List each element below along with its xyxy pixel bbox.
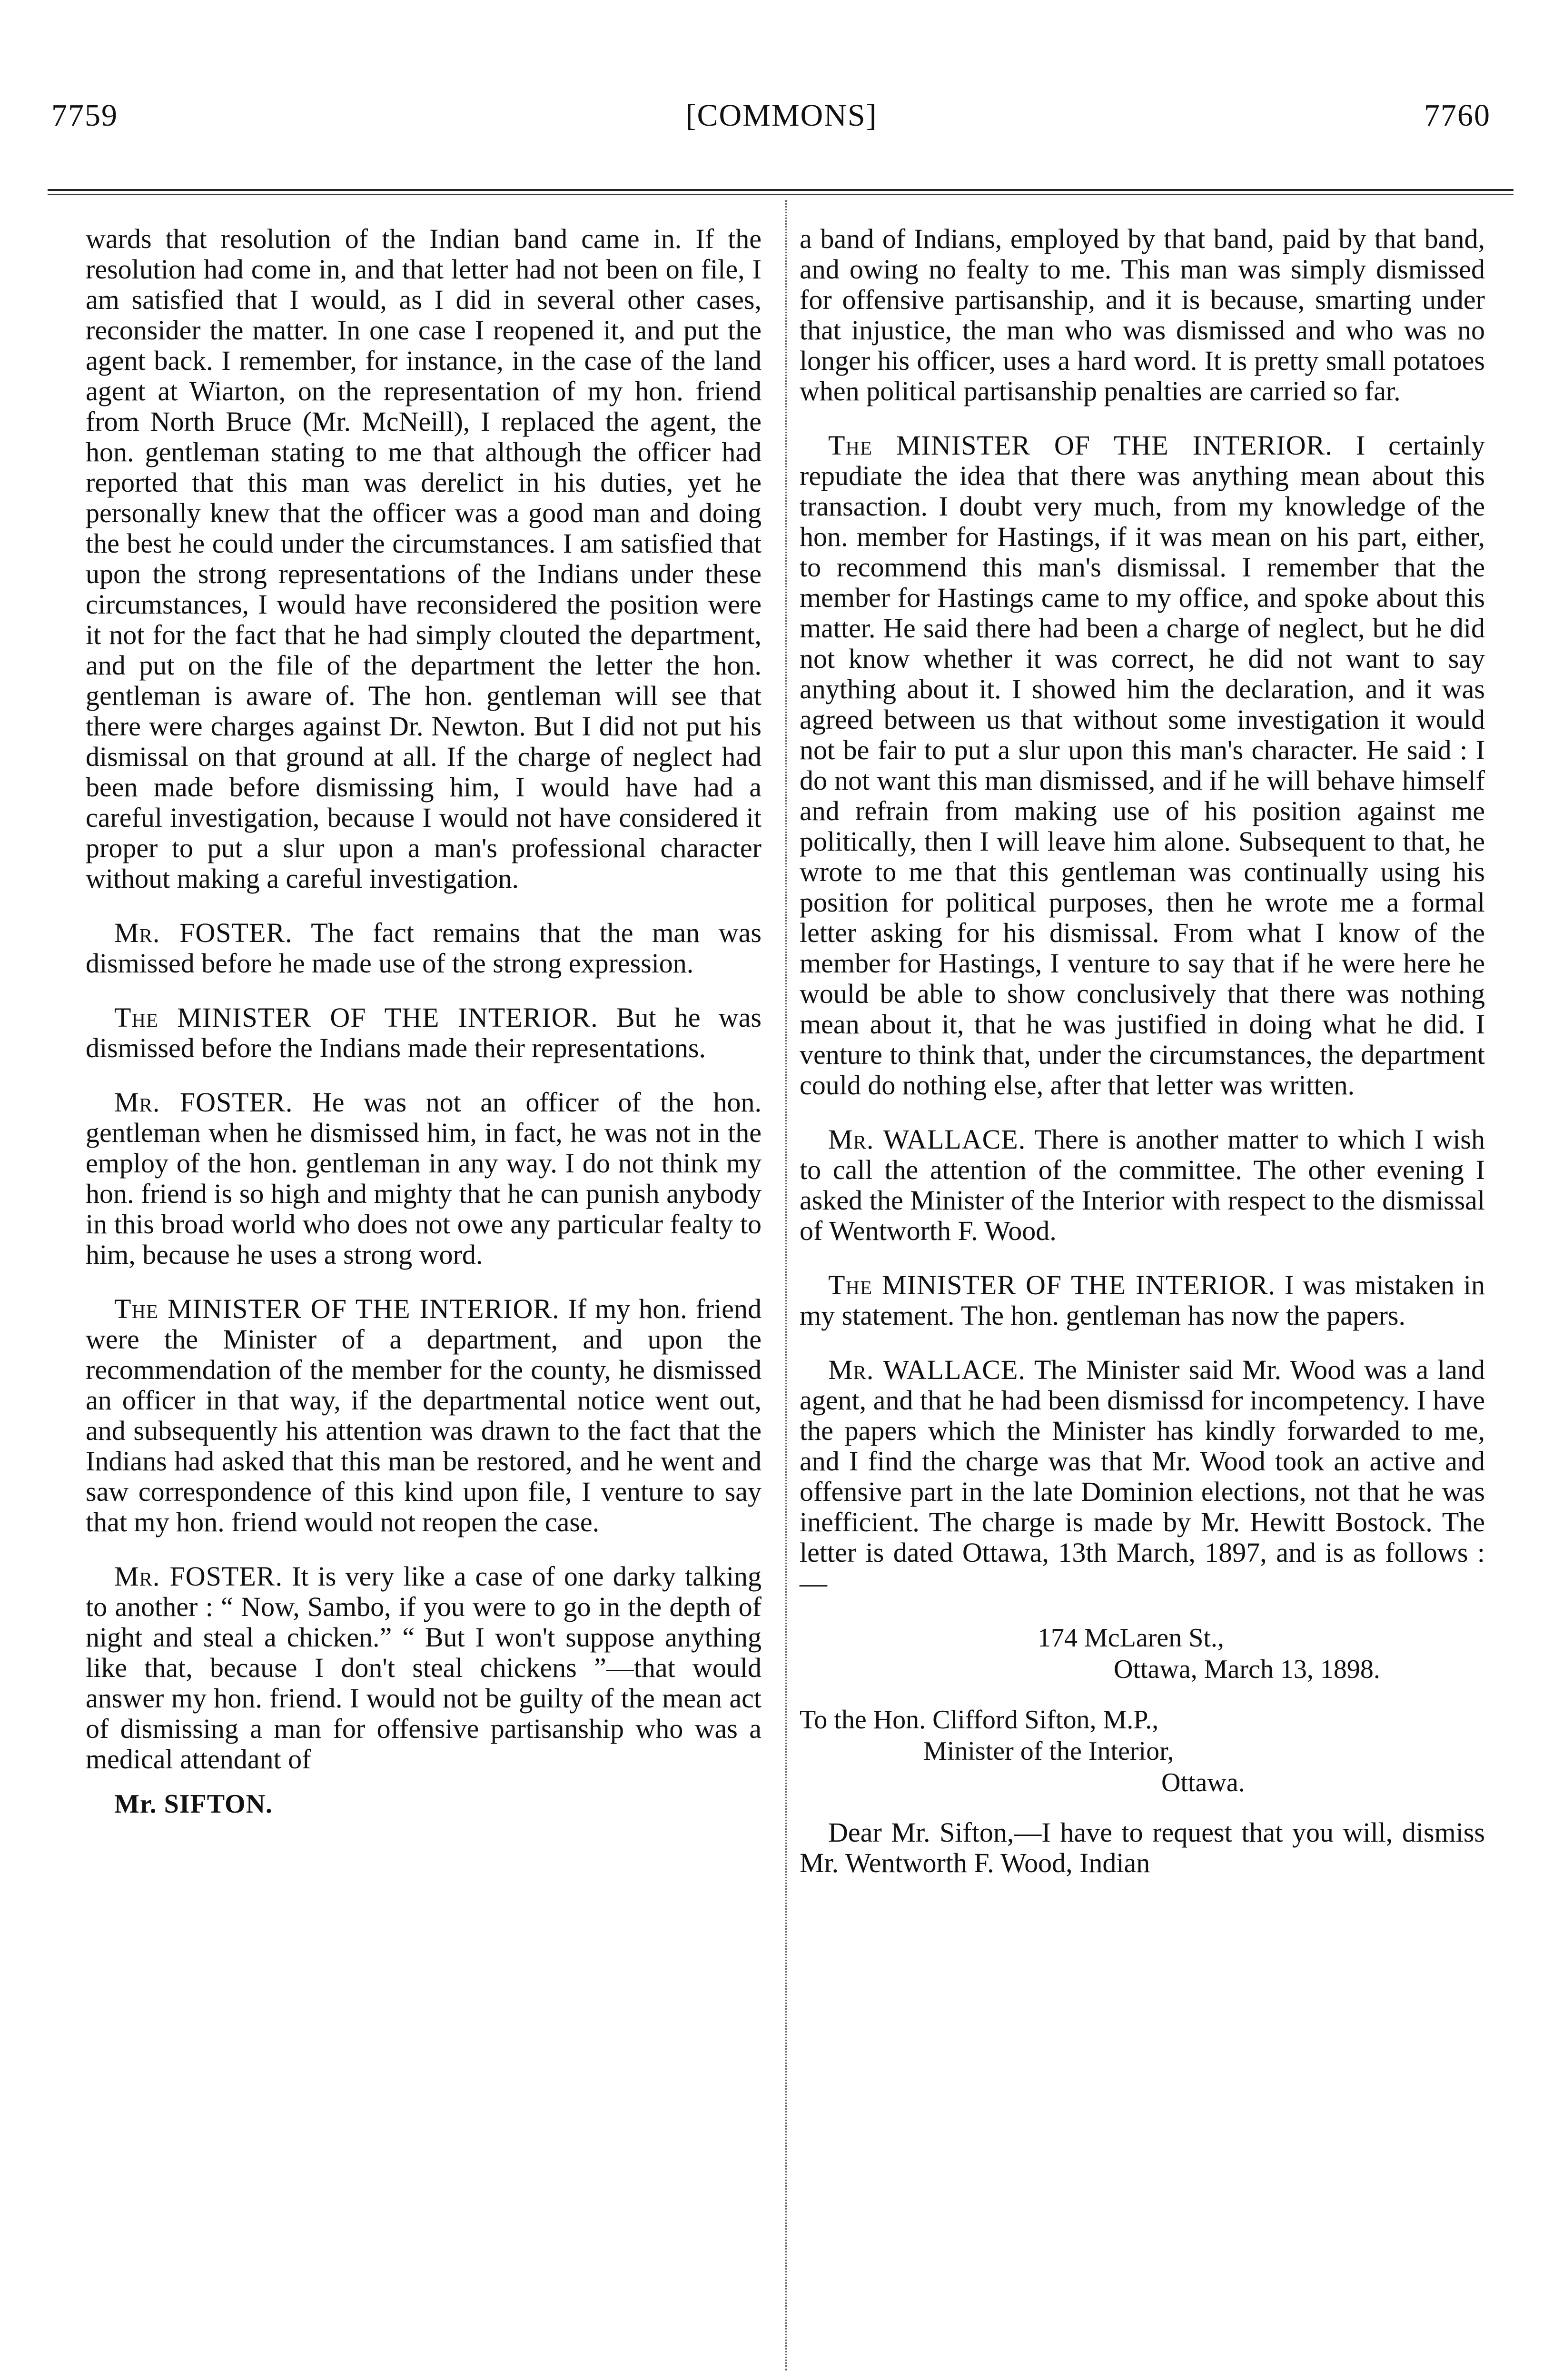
paragraph-text: There is another matter to which I wish to call the attention of the committee. The other evening I asked the Minister of the Interior with respect to the dismissal of Wentworth F. Wood. — [800, 1124, 1485, 1246]
letter-recipient-line: Ottawa. — [1161, 1768, 1245, 1797]
speaker-name: Mr. FOSTER. — [114, 1087, 293, 1118]
paragraph-text: If my hon. friend were the Minister of a department, and upon the recommendation of the member for the county, he dismissed an officer in that way, if the departmental notice went out, and subsequently his attention was drawn to the fact that the Indians had asked that this man be restored, and he went and saw correspondence of this kind upon file, I venture to say that my hon. friend would not reopen the case. — [86, 1293, 762, 1537]
paragraph — [800, 1355, 1485, 1598]
letter-text: Dear Mr. Sifton,—I have to request that you will, dismiss Mr. Wentworth F. Wood, Indian — [800, 1817, 1485, 1878]
paragraph-text: The Minister said Mr. Wood was a land agent, and that he had been dismissd for incompetency. I have the papers which the Minister has kindly forwarded to me, and I find the charge was that Mr. Wood took an active and offensive part in the late Dominion elections, not that he was inefficient. The charge is made by Mr. Hewitt Bostock. The letter is dated Ottawa, 13th March, 1897, and is as follows :— — [800, 1354, 1485, 1598]
paragraph — [86, 1561, 762, 1775]
paragraph-text: But he was dismissed before the Indians made their representations. — [86, 1002, 762, 1063]
letter-date-line: Ottawa, March 13, 1898. — [1114, 1655, 1380, 1684]
letter-address-block — [800, 1622, 1485, 1685]
paragraph-text: I was mistaken in my statement. The hon. gentleman has now the papers. — [800, 1269, 1485, 1331]
header-rule — [48, 189, 1514, 191]
speaker-name: Mr. WALLACE. — [828, 1354, 1026, 1385]
speaker-name: Mr. FOSTER. — [114, 917, 293, 948]
letter-salutation — [800, 1817, 1485, 1878]
page-title: [COMMONS] — [685, 98, 878, 133]
letter-recipient-line: To the Hon. Clifford Sifton, M.P., — [800, 1705, 1159, 1735]
header-rule-thin — [48, 194, 1514, 195]
footer-speaker: Mr. SIFTON. — [114, 1789, 273, 1819]
speaker-name: Mr. WALLACE. — [828, 1124, 1026, 1155]
page-number-right: 7760 — [1424, 98, 1491, 133]
speaker-name: Mr. FOSTER. — [114, 1561, 283, 1592]
speaker-name: The MINISTER OF THE INTERIOR. — [828, 1269, 1276, 1300]
page-number-left: 7759 — [51, 98, 118, 133]
paragraph-text: The fact remains that the man was dismissed before he made use of the strong expression. — [86, 917, 762, 979]
left-column — [86, 224, 762, 1819]
letter-recipient-block — [800, 1704, 1485, 1798]
paragraph-text: a band of Indians, employed by that band, paid by that band, and owing no fealty to me. This man was simply dismissed for offensive partisanship, and it is because, smarting under that injustice, the man who was dismissed and who was no longer his officer, uses a hard word. It is pretty small potatoes when political partisanship penalties are carried so far. — [800, 223, 1485, 407]
paragraph-text: wards that resolution of the Indian band came in. If the resolution had come in, and that letter had not been on file, I am satisfied that I would, as I did in several other cases, reconsider the matter. In one case I reopened it, and put the agent back. I remember, for instance, in the case of the land agent at Wiarton, on the representation of my hon. friend from North Bruce (Mr. McNeill), I replaced the agent, the hon. gentleman stating to me that although the officer had reported that this man was derelict in his duties, yet he personally knew that the officer was a good man and doing the best he could under the circumstances. I am satisfied that upon the strong representations of the Indians under these circumstances, I would have reconsidered the position were it not for the fact that he had simply clouted the department, and put on the file of the department the letter the hon. gentleman is aware of. The hon. gentleman will see that there were charges against Dr. Newton. But I did not put his dismissal on that ground at all. If the charge of neglect had been made before dismissing him, I would have had a careful investigation, because I would not have considered it proper to put a slur upon a man's professional character without making a careful investigation. — [86, 223, 762, 894]
paragraph-text: I certainly repudiate the idea that there was anything mean about this transaction. I doubt very much, from my knowledge of the hon. member for Hastings, if it was mean on his part, either, to recommend this man's dismissal. I remember that the member for Hastings came to my office, and spoke about this matter. He said there had been a charge of neglect, but he did not know whether it was correct, he did not want to say anything about it. I showed him the declaration, and it was agreed between us that without some investigation it would not be fair to put a slur upon this man's character. He said : I do not want this man dismissed, and if he will behave himself and refrain from making use of his position against me politically, then I will leave him alone. Subsequent to that, he wrote to me that this gentleman was continually using his position for political purposes, then he wrote me a formal letter asking for his dismissal. From what I know of the member for Hastings, I venture to say that if he were here he would be able to show conclusively that there was nothing mean about it, that he was justified in doing what he did. I venture to think that, under the circumstances, the department could do nothing else, after that letter was written. — [800, 430, 1485, 1101]
paragraph — [86, 1002, 762, 1063]
paragraph — [800, 430, 1485, 1101]
paragraph — [86, 224, 762, 894]
speaker-name: The MINISTER OF THE INTERIOR. — [828, 430, 1333, 461]
column-divider — [785, 200, 787, 2370]
letter-recipient-line: Minister of the Interior, — [923, 1736, 1174, 1766]
paragraph-text: It is very like a case of one darky talking to another : “ Now, Sambo, if you were to go in the depth of night and steal a chicken.” “ But I won't suppose anything like that, because I don't steal chickens ”—that would answer my hon. friend. I would not be guilty of the mean act of dismissing a man for offensive partisanship who was a medical attendant of — [86, 1561, 762, 1775]
paragraph-text: He was not an officer of the hon. gentleman when he dismissed him, in fact, he was not in the employ of the hon. gentleman in any way. I do not think my hon. friend is so high and mighty that he can punish anybody in this broad world who does not owe any particular fealty to him, because he uses a strong word. — [86, 1087, 762, 1270]
speaker-name: The MINISTER OF THE INTERIOR. — [114, 1293, 560, 1324]
paragraph — [86, 918, 762, 979]
letter-address-line: 174 McLaren St., — [1038, 1623, 1224, 1653]
paragraph — [800, 1270, 1485, 1331]
paragraph — [800, 1124, 1485, 1246]
right-column — [800, 224, 1485, 1902]
paragraph — [86, 1087, 762, 1270]
paragraph — [86, 1294, 762, 1537]
paragraph — [800, 224, 1485, 407]
speaker-name: The MINISTER OF THE INTERIOR. — [114, 1002, 598, 1033]
